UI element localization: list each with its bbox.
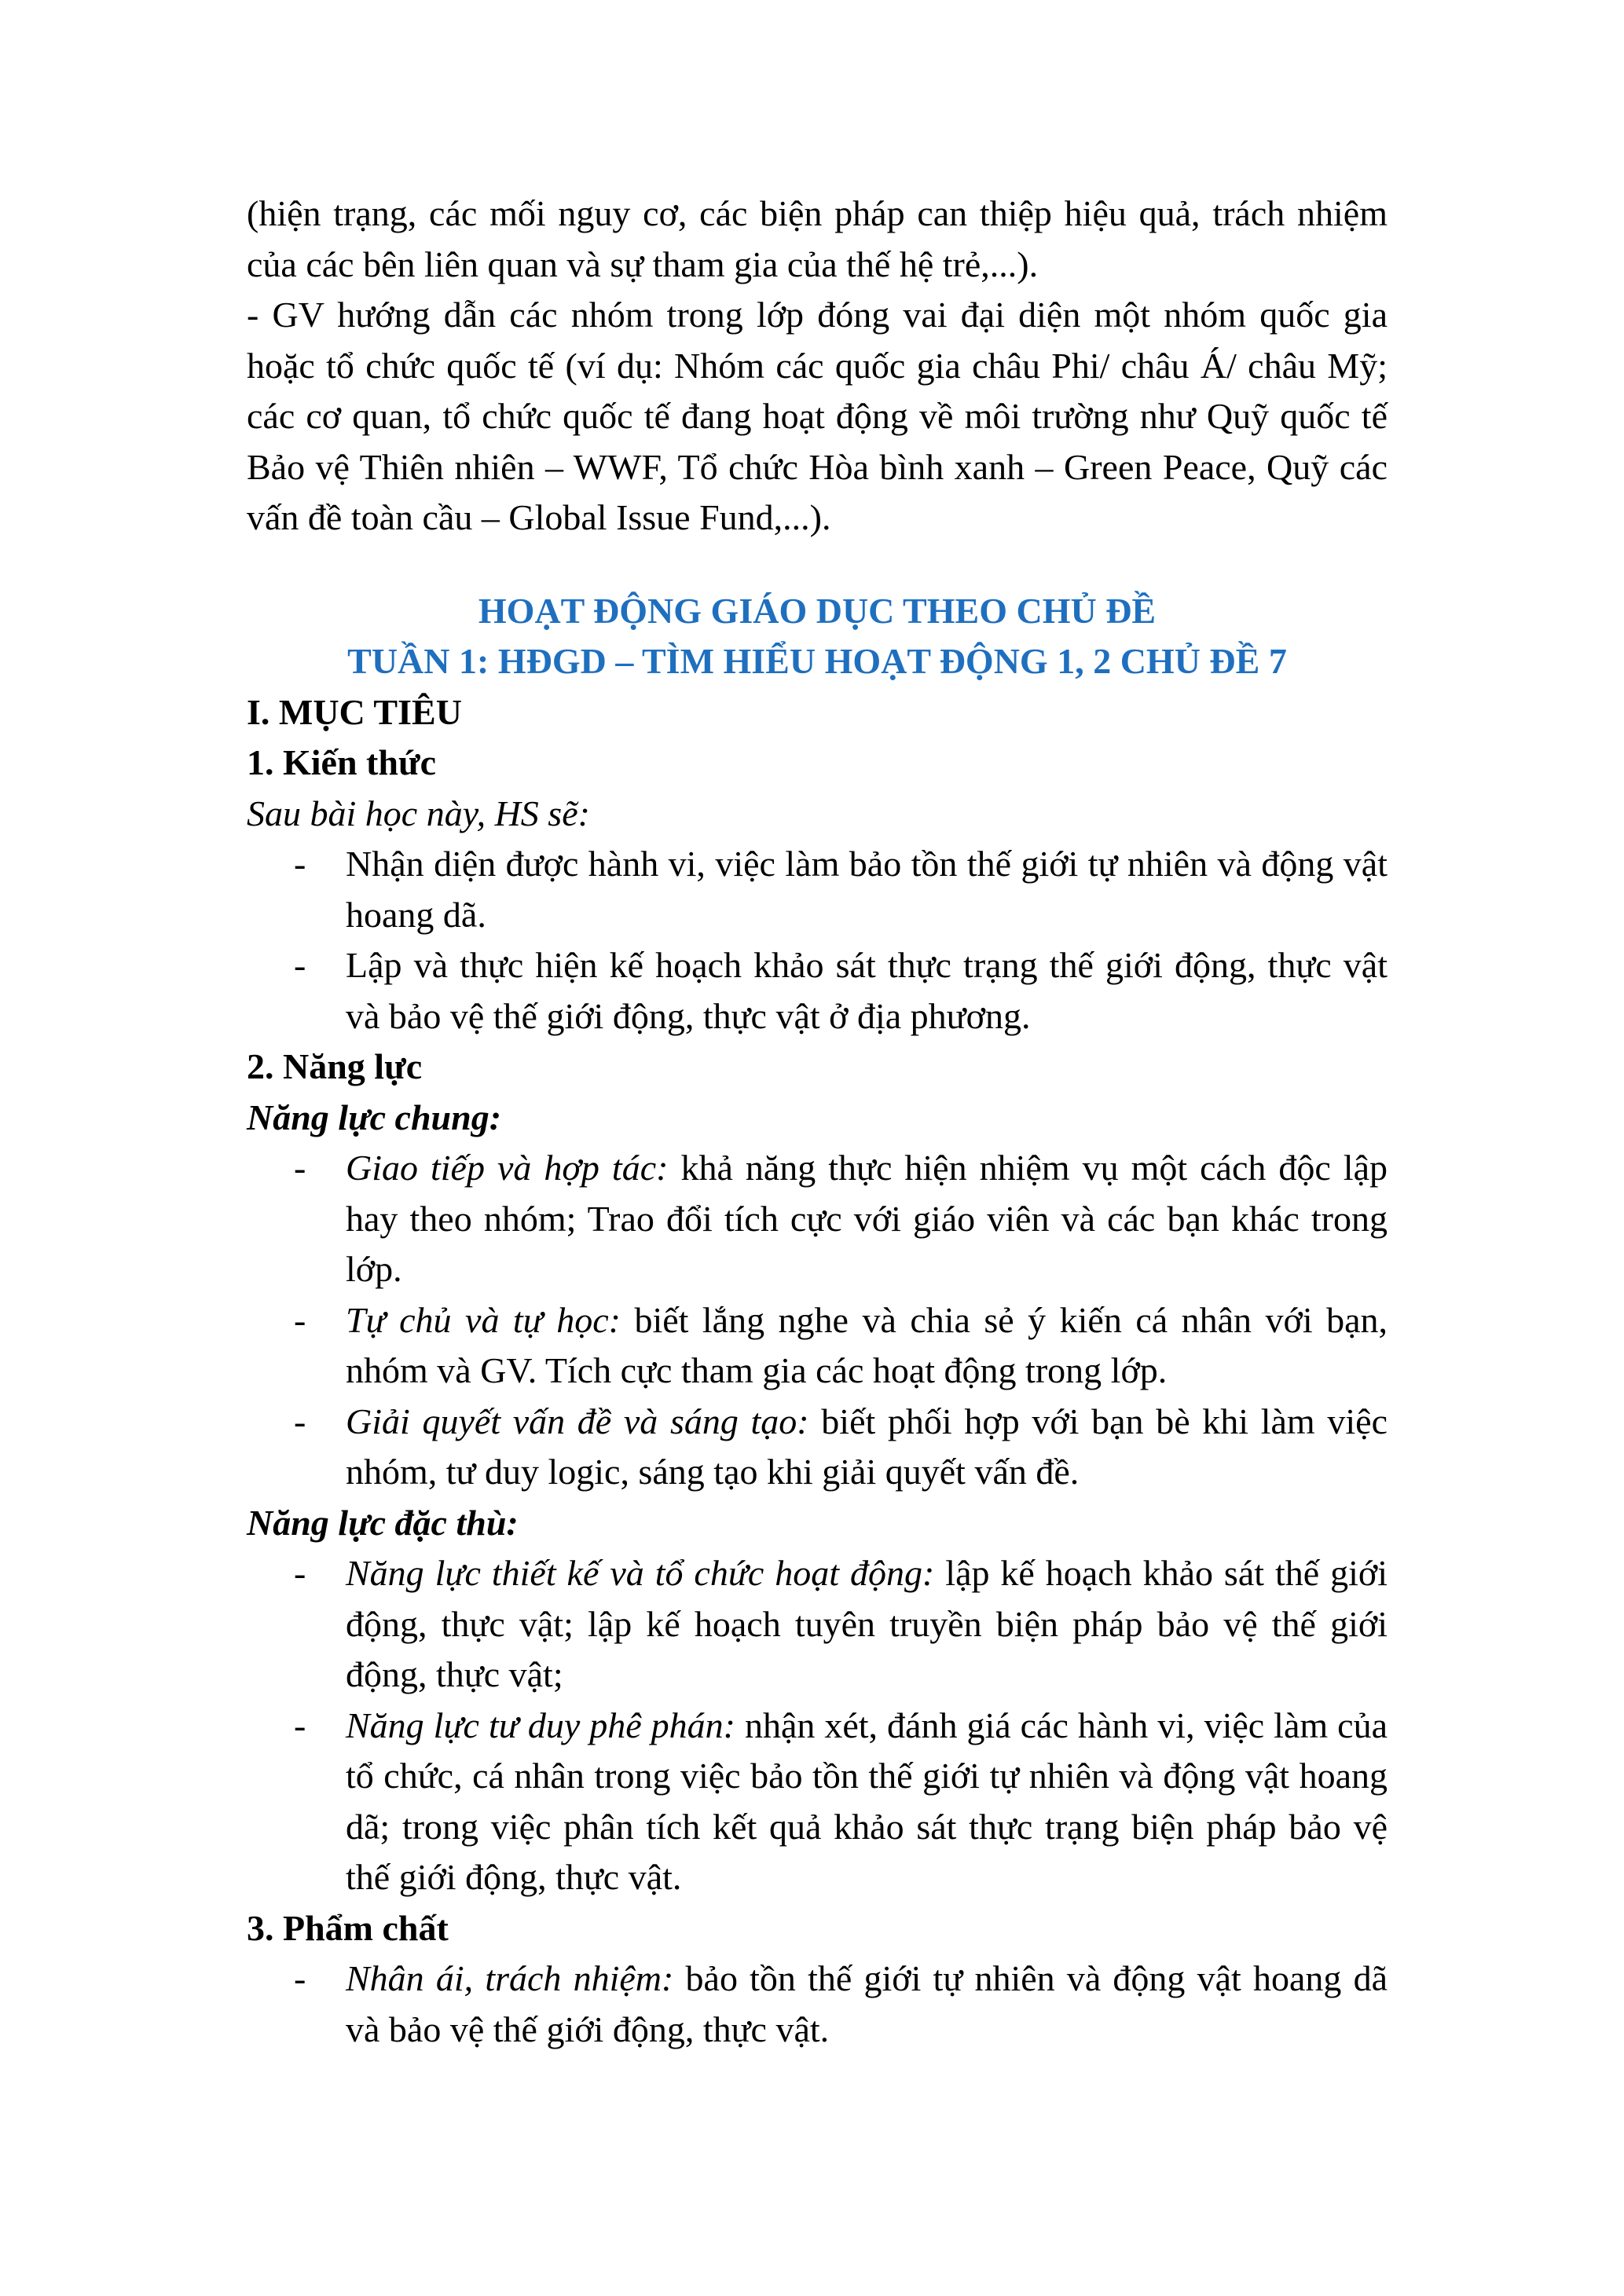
intro-paragraph-1: (hiện trạng, các mối nguy cơ, các biện pháp can thiệp hiệu quả, trách nhiệm của các bên liên quan và sự tham gia của thế hệ trẻ,...). — [247, 193, 1388, 284]
item-lead: Giải quyết vấn đề và sáng tạo: — [346, 1401, 809, 1441]
dash-bullet: - — [294, 1958, 306, 1998]
dash-bullet: - — [294, 1705, 306, 1745]
item-lead: Năng lực thiết kế và tổ chức hoạt động: — [346, 1553, 935, 1593]
knowledge-item-text: Nhận diện được hành vi, việc làm bảo tồn thế giới tự nhiên và động vật hoang dã. — [346, 844, 1388, 935]
dash-bullet: - — [294, 844, 306, 884]
knowledge-item-text: Lập và thực hiện kế hoạch khảo sát thực trạng thế giới động, thực vật và bảo vệ thế giới động, thực vật ở địa phương. — [346, 945, 1388, 1036]
general-competence-item — [247, 1397, 1388, 1498]
section-heading-objectives: I. MỤC TIÊU — [247, 691, 462, 732]
specific-competence-heading: Năng lực đặc thù: — [247, 1502, 519, 1543]
qualities-heading: 3. Phẩm chất — [247, 1907, 449, 1948]
item-text: biết lắng nghe và chia sẻ ý kiến cá nhân với bạn, nhóm và GV. Tích cực tham gia các hoạt động trong lớp. — [346, 1299, 1388, 1390]
item-text: biết phối hợp với bạn bè khi làm việc nhóm, tư duy logic, sáng tạo khi giải quyết vấn đề. — [346, 1401, 1388, 1492]
specific-competence-item — [247, 1548, 1388, 1701]
title-line-2: TUẦN 1: HĐGD – TÌM HIỂU HOẠT ĐỘNG 1, 2 CHỦ ĐỀ 7 — [347, 641, 1287, 681]
item-text: nhận xét, đánh giá các hành vi, việc làm của tổ chức, cá nhân trong việc bảo tồn thế giới tự nhiên và động vật hoang dã; trong việc phân tích kết quả khảo sát thực trạng biện pháp bảo vệ thế giới động, thực vật. — [346, 1705, 1388, 1897]
item-text: khả năng thực hiện nhiệm vụ một cách độc lập hay theo nhóm; Trao đổi tích cực với giáo viên và các bạn khác trong lớp. — [346, 1148, 1388, 1289]
general-competence-item — [247, 1295, 1388, 1397]
general-competence-item — [247, 1143, 1388, 1295]
spacer — [247, 544, 1388, 586]
dash-bullet: - — [294, 945, 306, 985]
dash-bullet: - — [294, 1148, 306, 1188]
knowledge-item — [247, 839, 1388, 940]
knowledge-item — [247, 940, 1388, 1042]
competence-heading: 2. Năng lực — [247, 1046, 423, 1086]
knowledge-heading: 1. Kiến thức — [247, 742, 436, 782]
item-lead: Giao tiếp và hợp tác: — [346, 1148, 669, 1188]
general-competence-heading: Năng lực chung: — [247, 1097, 502, 1137]
item-lead: Năng lực tư duy phê phán: — [346, 1705, 735, 1745]
intro-paragraph-2: - GV hướng dẫn các nhóm trong lớp đóng vai đại diện một nhóm quốc gia hoặc tổ chức quốc tế (ví dụ: Nhóm các quốc gia châu Phi/ châu Á/ châu Mỹ; các cơ quan, tổ chức quốc tế đang hoạt động về môi trường như Quỹ quốc tế Bảo vệ Thiên nhiên – WWF, Tổ chức Hòa bình xanh – Green Peace, Quỹ các vấn đề toàn cầu – Global Issue Fund,...). — [247, 295, 1388, 537]
dash-bullet: - — [294, 1299, 306, 1340]
knowledge-intro: Sau bài học này, HS sẽ: — [247, 793, 590, 833]
title-line-1: HOẠT ĐỘNG GIÁO DỤC THEO CHỦ ĐỀ — [478, 590, 1157, 631]
specific-competence-item — [247, 1701, 1388, 1903]
item-lead: Tự chủ và tự học: — [346, 1299, 621, 1340]
dash-bullet: - — [294, 1401, 306, 1441]
item-text: bảo tồn thế giới tự nhiên và động vật hoang dã và bảo vệ thế giới động, thực vật. — [346, 1958, 1388, 2049]
document-page — [247, 189, 1388, 2055]
item-text: lập kế hoạch khảo sát thế giới động, thực vật; lập kế hoạch tuyên truyền biện pháp bảo vệ thế giới động, thực vật; — [346, 1553, 1388, 1694]
qualities-item — [247, 1954, 1388, 2055]
dash-bullet: - — [294, 1553, 306, 1593]
item-lead: Nhân ái, trách nhiệm: — [346, 1958, 674, 1998]
